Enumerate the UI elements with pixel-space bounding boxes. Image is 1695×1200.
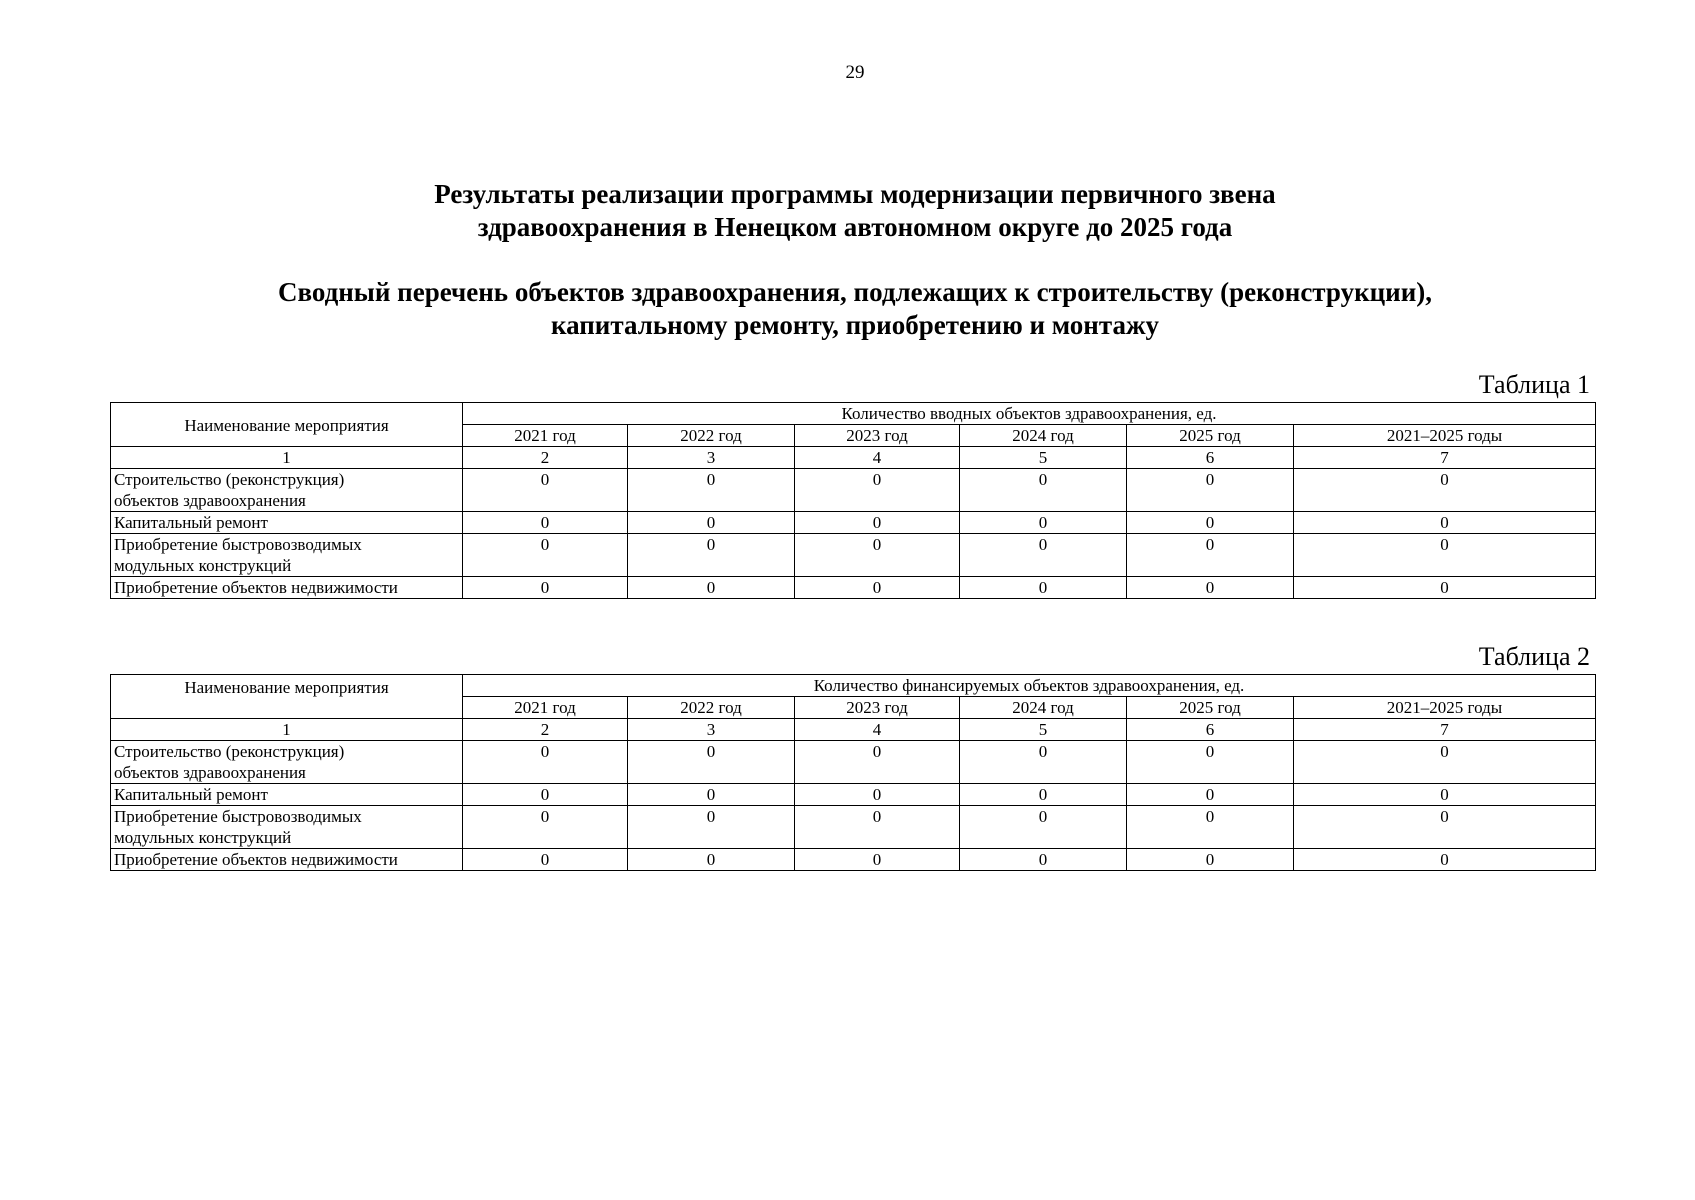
year-column-header: 2021 год: [463, 425, 628, 447]
row-name-line: Приобретение объектов недвижимости: [114, 850, 398, 869]
group-column-header: Количество вводных объектов здравоохранения, ед.: [463, 403, 1596, 425]
row-name-line: Приобретение быстровозводимых: [114, 807, 362, 826]
value-cell: 0: [463, 512, 628, 534]
column-number: 6: [1127, 719, 1294, 741]
value-cell: 0: [960, 741, 1127, 784]
value-cell: 0: [1127, 577, 1294, 599]
column-number-row: [111, 447, 1596, 469]
column-number: 7: [1294, 719, 1596, 741]
value-cell: 0: [960, 784, 1127, 806]
year-column-header: 2024 год: [960, 425, 1127, 447]
value-cell: 0: [795, 849, 960, 871]
column-number-row: [111, 719, 1596, 741]
column-number: 3: [628, 447, 795, 469]
value-cell: 0: [463, 849, 628, 871]
row-name-cell: [111, 806, 463, 849]
table-row: [111, 784, 1596, 806]
value-cell: 0: [960, 534, 1127, 577]
total-column-header: 2021–2025 годы: [1294, 697, 1596, 719]
value-cell: 0: [1294, 806, 1596, 849]
column-number: 2: [463, 719, 628, 741]
row-name-line: модульных конструкций: [114, 828, 292, 847]
column-number: 5: [960, 719, 1127, 741]
row-name-line: объектов здравоохранения: [114, 491, 306, 510]
value-cell: 0: [628, 534, 795, 577]
row-name-cell: [111, 741, 463, 784]
year-column-header: 2022 год: [628, 697, 795, 719]
section-title: [0, 276, 1695, 342]
row-name-cell: [111, 469, 463, 512]
value-cell: 0: [795, 469, 960, 512]
value-cell: 0: [795, 512, 960, 534]
column-number: 4: [795, 719, 960, 741]
row-name-cell: [111, 577, 463, 599]
row-name-cell: [111, 534, 463, 577]
table-1-label: Таблица 1: [1478, 370, 1590, 399]
value-cell: 0: [795, 784, 960, 806]
row-name-line: Строительство (реконструкция): [114, 742, 345, 761]
value-cell: 0: [1127, 849, 1294, 871]
value-cell: 0: [628, 469, 795, 512]
value-cell: 0: [960, 469, 1127, 512]
value-cell: 0: [1294, 849, 1596, 871]
column-number: 6: [1127, 447, 1294, 469]
value-cell: 0: [463, 741, 628, 784]
column-number: 1: [111, 719, 463, 741]
document-title-line: Результаты реализации программы модернизации первичного звена: [434, 179, 1276, 209]
total-column-header: 2021–2025 годы: [1294, 425, 1596, 447]
value-cell: 0: [628, 741, 795, 784]
group-column-header: Количество финансируемых объектов здравоохранения, ед.: [463, 675, 1596, 697]
value-cell: 0: [1127, 741, 1294, 784]
table-row: [111, 849, 1596, 871]
name-column-header: Наименование мероприятия: [111, 403, 463, 447]
value-cell: 0: [795, 577, 960, 599]
column-number: 4: [795, 447, 960, 469]
value-cell: 0: [463, 784, 628, 806]
table-row: [111, 806, 1596, 849]
value-cell: 0: [960, 849, 1127, 871]
row-name-line: Приобретение быстровозводимых: [114, 535, 362, 554]
column-number: 5: [960, 447, 1127, 469]
value-cell: 0: [463, 806, 628, 849]
row-name-line: Капитальный ремонт: [114, 513, 268, 532]
row-name-cell: [111, 784, 463, 806]
value-cell: 0: [628, 784, 795, 806]
value-cell: 0: [463, 577, 628, 599]
value-cell: 0: [1127, 512, 1294, 534]
document-title-line: здравоохранения в Ненецком автономном округе до 2025 года: [477, 212, 1233, 242]
row-name-line: Капитальный ремонт: [114, 785, 268, 804]
value-cell: 0: [628, 849, 795, 871]
value-cell: 0: [1294, 469, 1596, 512]
table-2: [110, 674, 1596, 871]
year-column-header: 2022 год: [628, 425, 795, 447]
value-cell: 0: [960, 577, 1127, 599]
year-column-header: 2025 год: [1127, 697, 1294, 719]
value-cell: 0: [1294, 534, 1596, 577]
row-name-line: объектов здравоохранения: [114, 763, 306, 782]
value-cell: 0: [1127, 469, 1294, 512]
table-row: [111, 469, 1596, 512]
value-cell: 0: [1127, 784, 1294, 806]
value-cell: 0: [960, 512, 1127, 534]
value-cell: 0: [1294, 784, 1596, 806]
document-title: [0, 178, 1695, 244]
value-cell: 0: [628, 806, 795, 849]
year-column-header: 2023 год: [795, 425, 960, 447]
value-cell: 0: [1127, 806, 1294, 849]
row-name-cell: [111, 512, 463, 534]
year-column-header: 2023 год: [795, 697, 960, 719]
section-title-line: капитальному ремонту, приобретению и монтажу: [550, 310, 1160, 340]
table-1: [110, 402, 1596, 599]
row-name-line: Строительство (реконструкция): [114, 470, 345, 489]
value-cell: 0: [795, 806, 960, 849]
value-cell: 0: [1294, 512, 1596, 534]
column-number: 7: [1294, 447, 1596, 469]
value-cell: 0: [1294, 741, 1596, 784]
table-row: [111, 741, 1596, 784]
value-cell: 0: [1294, 577, 1596, 599]
value-cell: 0: [463, 469, 628, 512]
year-column-header: 2021 год: [463, 697, 628, 719]
value-cell: 0: [795, 741, 960, 784]
row-name-line: модульных конструкций: [114, 556, 292, 575]
column-number: 1: [111, 447, 463, 469]
row-name-line: Приобретение объектов недвижимости: [114, 578, 398, 597]
table-2-label: Таблица 2: [1478, 642, 1590, 671]
table-row: [111, 577, 1596, 599]
section-title-line: Сводный перечень объектов здравоохранения, подлежащих к строительству (реконструкции),: [277, 277, 1433, 307]
year-column-header: 2025 год: [1127, 425, 1294, 447]
year-column-header: 2024 год: [960, 697, 1127, 719]
table-row: [111, 534, 1596, 577]
value-cell: 0: [795, 534, 960, 577]
name-column-header: Наименование мероприятия: [111, 675, 463, 719]
value-cell: 0: [628, 577, 795, 599]
page-number: 29: [845, 62, 865, 83]
value-cell: 0: [1127, 534, 1294, 577]
value-cell: 0: [463, 534, 628, 577]
column-number: 3: [628, 719, 795, 741]
value-cell: 0: [960, 806, 1127, 849]
row-name-cell: [111, 849, 463, 871]
column-number: 2: [463, 447, 628, 469]
table-row: [111, 512, 1596, 534]
value-cell: 0: [628, 512, 795, 534]
